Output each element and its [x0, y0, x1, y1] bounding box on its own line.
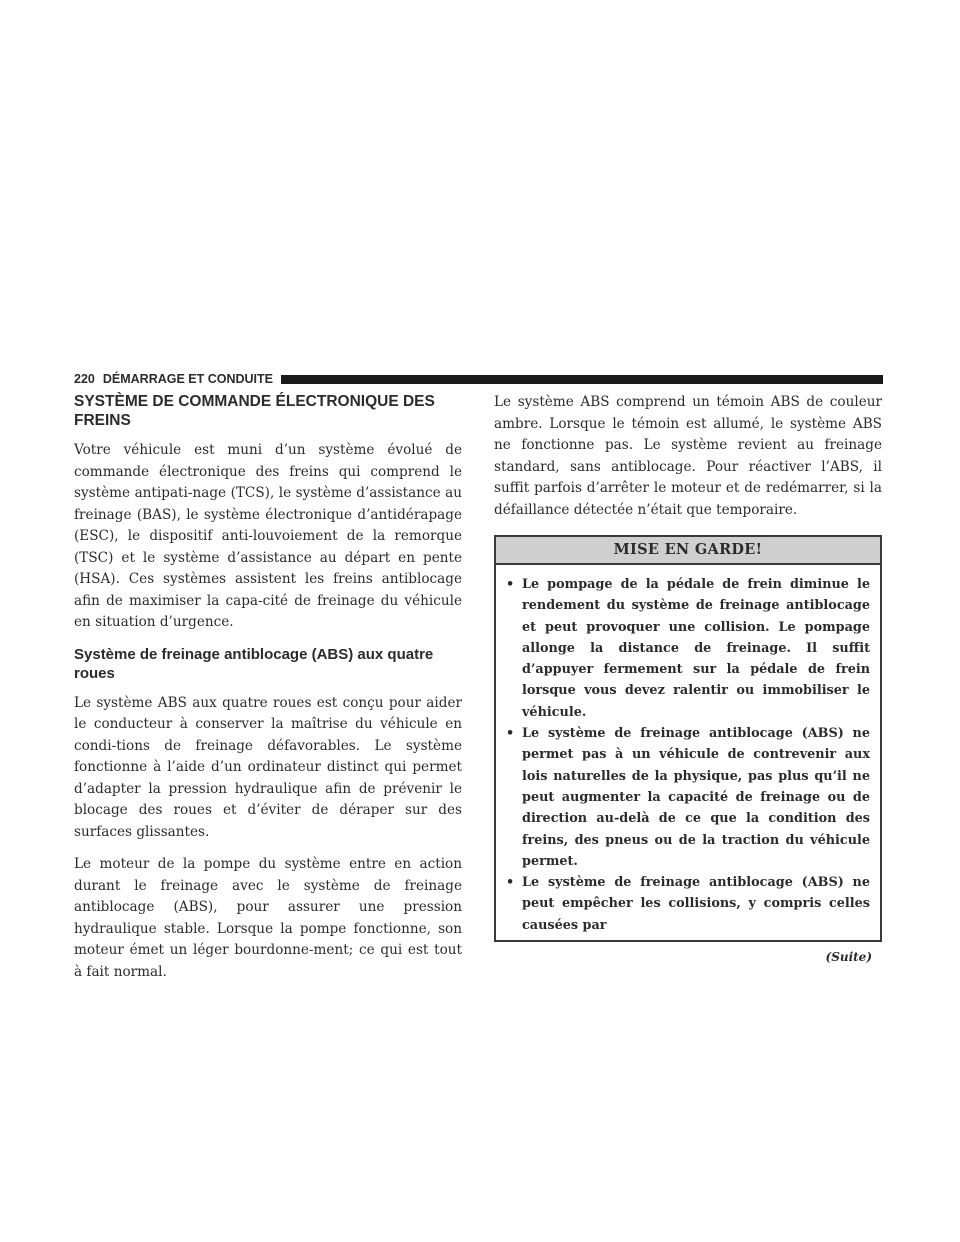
- warning-item: • Le système de freinage antiblocage (ABS) ne permet pas à un véhicule de contrevenir aux lois naturelles de la physique, pas plus qu’il ne peut augmenter la capacité de freinage ou de direction au-delà de ce que la condition des freins, des pneus ou de la traction du véhicule permet.: [506, 723, 870, 872]
- bullet-icon: •: [506, 726, 515, 742]
- continued-label: (Suite): [825, 950, 872, 965]
- abs-paragraph-1: Le système ABS aux quatre roues est conçu pour aider le conducteur à conserver la maîtrise du véhicule en condi-tions de freinage défavorables. Le système fonctionne à l’aide d’un ordinateur distinct qui permet d’adapter la pression hydraulique afin de prévenir le blocage des roues et d’éviter de déraper sur des surfaces glissantes.: [74, 694, 462, 840]
- page-number: 220: [74, 372, 95, 386]
- warning-title: MISE EN GARDE!: [496, 537, 880, 565]
- warning-item: • Le système de freinage antiblocage (ABS) ne peut empêcher les collisions, y compris celles causées par: [506, 872, 870, 936]
- abs-light-paragraph: Le système ABS comprend un témoin ABS de couleur ambre. Lorsque le témoin est allumé, le système ABS ne fonctionne pas. Le système revient au freinage standard, sans antiblocage. Pour réactiver l’ABS, il suffit parfois d’arrêter le moteur et de redémarrer, si la défaillance détectée n’était que temporaire.: [494, 394, 882, 518]
- left-column: [74, 392, 462, 994]
- chapter-title: DÉMARRAGE ET CONDUITE: [102, 372, 274, 386]
- intro-paragraph: Votre véhicule est muni d’un système évolué de commande électronique des freins qui comprend le système antipati-nage (TCS), le système d’assistance au freinage (BAS), le système électronique d’antidérapage (ESC), le dispositif anti-louvoiement de la remorque (TSC) et le système d’assistance au départ en pente (HSA). Ces systèmes assistent les freins antiblocage afin de maximiser la capa-cité de freinage du véhicule en situation d’urgence.: [74, 442, 462, 630]
- bullet-icon: •: [506, 875, 515, 891]
- abs-paragraph-2: Le moteur de la pompe du système entre en action durant le freinage avec le système de freinage antiblocage (ABS), pour assurer une pression hydraulique stable. Lorsque la pompe fonctionne, son moteur émet un léger bourdonne-ment; ce qui est tout à fait normal.: [74, 856, 462, 980]
- warning-list: [496, 565, 880, 940]
- abs-subtitle: Système de freinage antiblocage (ABS) aux quatre roues: [74, 645, 434, 682]
- warning-box: [494, 535, 882, 942]
- right-column: [494, 392, 882, 964]
- page-header: [74, 372, 883, 386]
- header-rule: [281, 375, 883, 384]
- warning-item: • Le pompage de la pédale de frein diminue le rendement du système de freinage antiblocage et peut provoquer une collision. Le pompage allonge la distance de freinage. Il suffit d’appuyer fermement sur la pédale de frein lorsque vous devez ralentir ou immobiliser le véhicule.: [506, 574, 870, 723]
- bullet-icon: •: [506, 577, 515, 592]
- section-title: SYSTÈME DE COMMANDE ÉLECTRONIQUE DES FREINS: [74, 393, 435, 429]
